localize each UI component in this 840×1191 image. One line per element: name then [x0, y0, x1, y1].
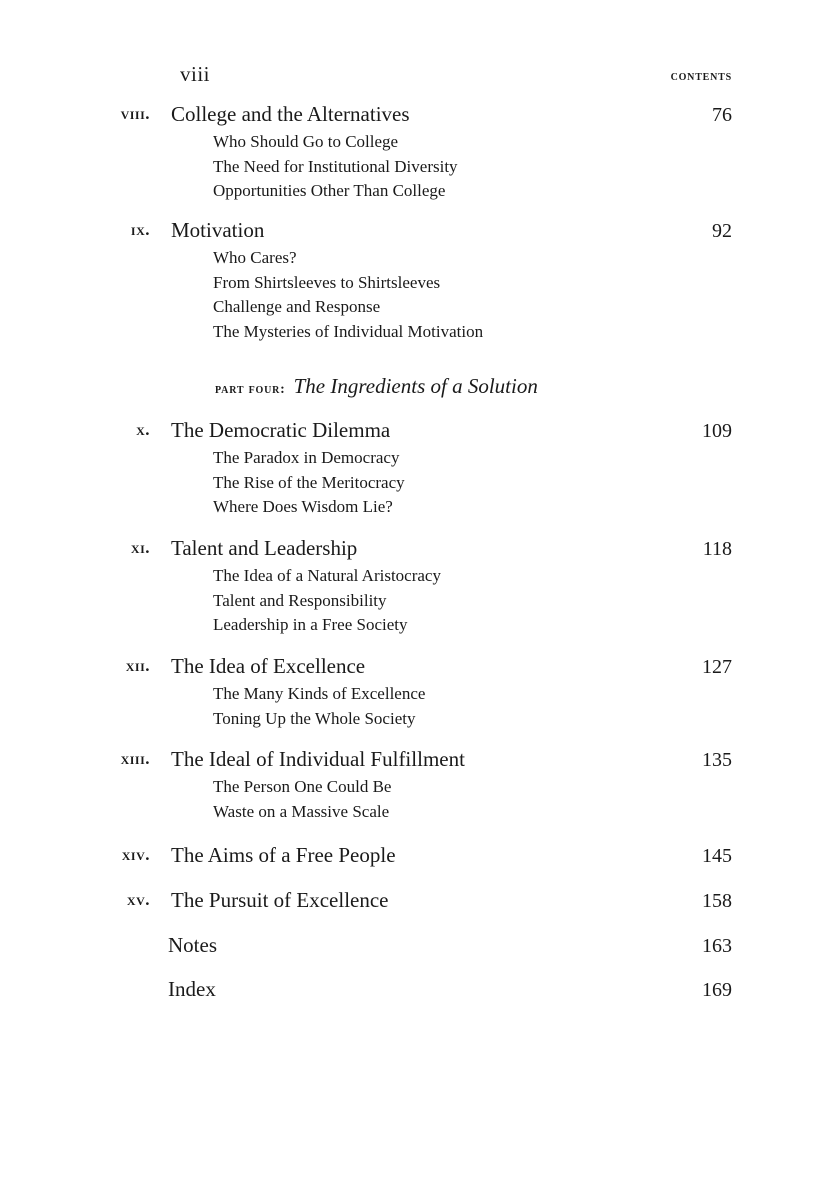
- section-list: [213, 446, 405, 520]
- section-item: Where Does Wisdom Lie?: [213, 497, 393, 516]
- chapter-title: The Democratic Dilemma: [171, 418, 391, 442]
- chapter-number: xi.: [130, 538, 150, 557]
- section-item: The Rise of the Meritocracy: [213, 472, 405, 492]
- chapter-title: Motivation: [171, 218, 265, 242]
- chapter-page-number: 118: [702, 538, 732, 560]
- section-list: [213, 246, 483, 344]
- section-item: From Shirtsleeves to Shirtsleeves: [213, 272, 441, 292]
- section-list: [213, 775, 391, 824]
- section-item: The Many Kinds of Excellence: [213, 684, 426, 703]
- chapter-title: The Pursuit of Excellence: [171, 888, 389, 912]
- chapter-page-number: 109: [702, 420, 732, 442]
- chapter-number: x.: [136, 420, 150, 439]
- back-matter-title: Index: [168, 977, 216, 1001]
- section-list: [213, 564, 441, 638]
- chapter-number: xiv.: [121, 845, 150, 864]
- section-list: [213, 130, 458, 204]
- section-item: Challenge and Response: [213, 297, 381, 316]
- chapter-page-number: 135: [702, 749, 732, 771]
- chapter-number: viii.: [120, 104, 150, 123]
- section-item: Leadership in a Free Society: [213, 615, 408, 634]
- back-matter-page-number: 169: [702, 979, 732, 1001]
- section-item: Opportunities Other Than College: [213, 181, 446, 200]
- chapter-page-number: 145: [702, 845, 732, 867]
- chapter-title: College and the Alternatives: [171, 102, 410, 126]
- section-item: Who Should Go to College: [213, 132, 399, 151]
- chapter-number: ix.: [130, 220, 150, 239]
- section-item: The Need for Institutional Diversity: [213, 156, 458, 176]
- chapter-title: The Ideal of Individual Fulfillment: [171, 747, 465, 771]
- chapter-title: The Idea of Excellence: [171, 654, 366, 678]
- section-item: The Mysteries of Individual Motivation: [213, 321, 484, 341]
- part-heading: [215, 374, 538, 399]
- section-item: The Paradox in Democracy: [213, 448, 400, 467]
- section-list: [213, 682, 425, 731]
- chapter-title: The Aims of a Free People: [171, 843, 396, 867]
- section-item: Waste on a Massive Scale: [213, 801, 390, 821]
- page-folio: viii: [180, 62, 211, 86]
- section-item: The Idea of a Natural Aristocracy: [213, 566, 441, 585]
- chapter-page-number: 76: [712, 104, 732, 126]
- part-title: The Ingredients of a Solution: [293, 374, 538, 398]
- part-label: part four:: [215, 382, 286, 397]
- chapter-title: Talent and Leadership: [171, 536, 358, 560]
- chapter-page-number: 158: [702, 890, 732, 912]
- chapter-page-number: 92: [712, 220, 732, 242]
- chapter-number: xii.: [125, 656, 150, 675]
- section-item: The Person One Could Be: [213, 777, 392, 796]
- section-item: Who Cares?: [213, 248, 297, 267]
- chapter-number: xiii.: [120, 749, 150, 768]
- section-item: Talent and Responsibility: [213, 590, 387, 610]
- section-item: Toning Up the Whole Society: [213, 708, 416, 728]
- chapter-number: xv.: [126, 890, 150, 909]
- back-matter-title: Notes: [168, 933, 217, 957]
- running-title: contents: [670, 69, 732, 84]
- back-matter-page-number: 163: [702, 935, 732, 957]
- chapter-page-number: 127: [702, 656, 732, 678]
